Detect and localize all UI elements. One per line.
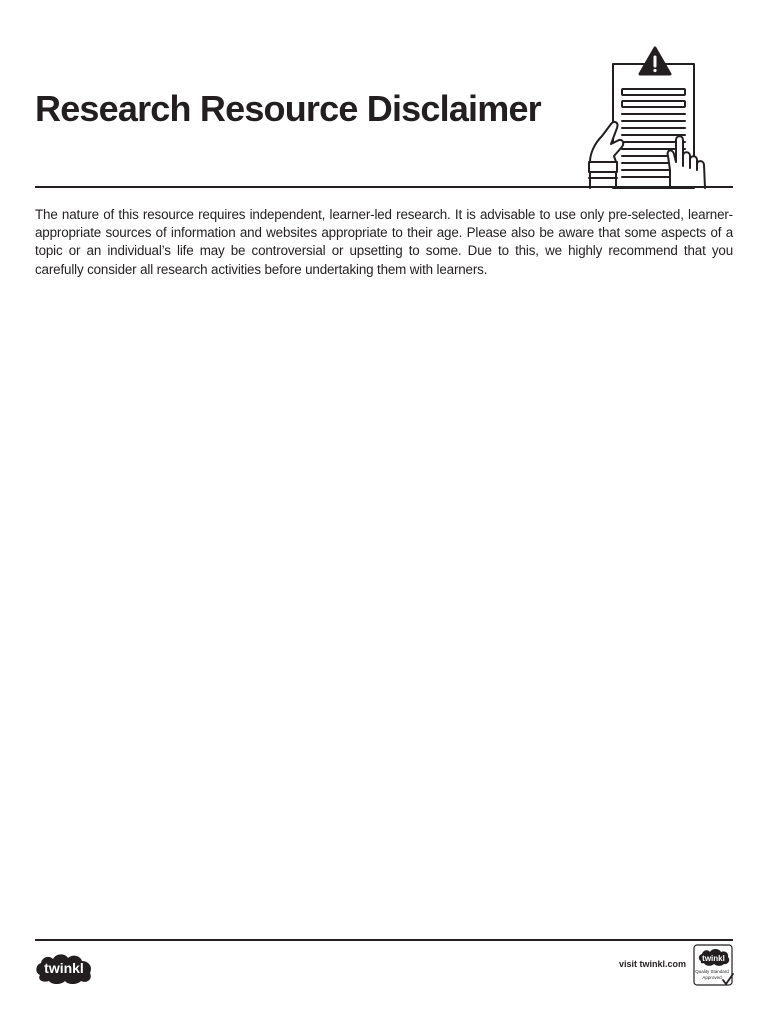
page-title: Research Resource Disclaimer xyxy=(35,88,541,129)
twinkl-logo[interactable] xyxy=(34,951,94,985)
badge-brand-text: twinkl xyxy=(702,954,725,963)
badge-line2-text: Approved xyxy=(702,975,722,980)
disclaimer-paragraph: The nature of this resource requires independent, learner-led research. It is advisable to use only pre-selected, learner-appropriate sources of information and websites appropriate to their age. Please also be aware that some aspects of a topic or an individual’s life may be controversial or upsetting to some. Due to this, we highly recommend that you carefully consider all research activities before undertaking them with learners. xyxy=(35,207,733,277)
badge-line1-text: Quality Standard xyxy=(695,969,729,974)
warning-document-icon xyxy=(584,44,718,189)
quality-standard-badge xyxy=(693,944,735,988)
footer-divider xyxy=(35,939,733,941)
visit-twinkl-link[interactable]: visit twinkl.com xyxy=(618,959,686,969)
twinkl-logo-text: twinkl xyxy=(44,960,84,976)
header-divider xyxy=(35,186,733,188)
